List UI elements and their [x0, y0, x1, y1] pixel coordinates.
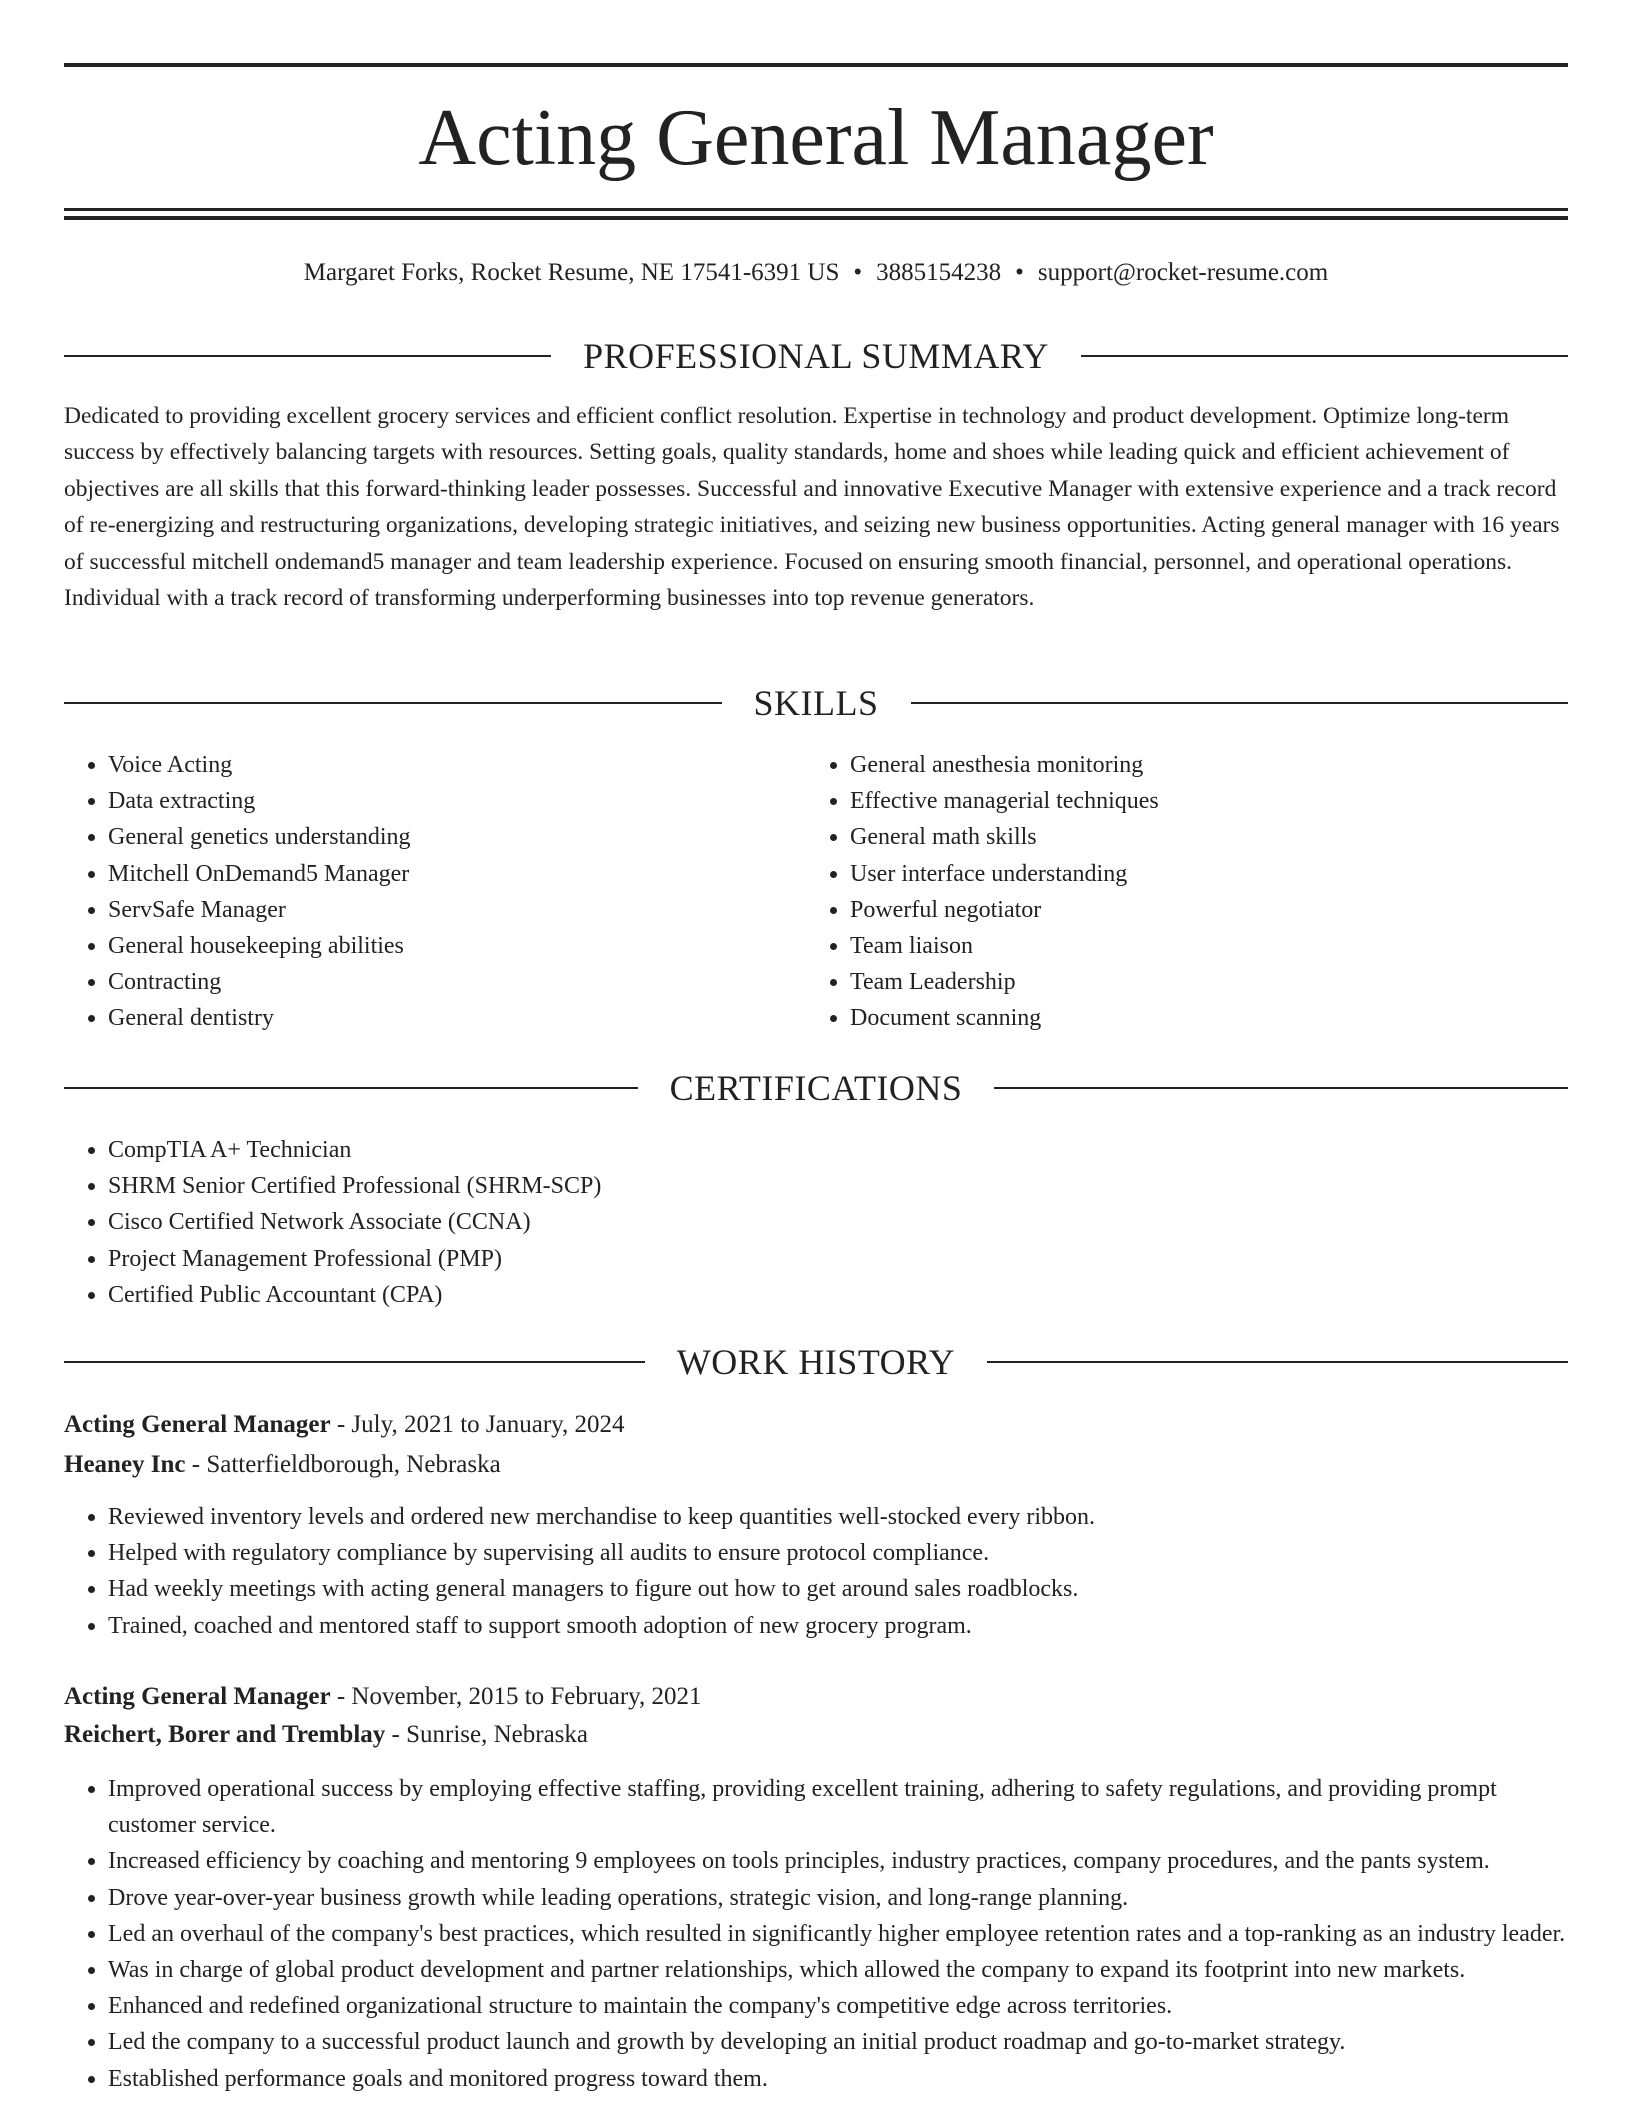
title-rule-upper [64, 208, 1568, 211]
skill-item: • Team Leadership [850, 964, 1568, 1000]
skill-item: • Document scanning [850, 1000, 1568, 1036]
heading-rule [911, 702, 1569, 704]
job-duty-item: • Improved operational success by employing effective staffing, providing excellent training, adhering to safety regulations, and providing prompt customer service. [108, 1771, 1568, 1843]
job-duty-item: • Had weekly meetings with acting general managers to figure out how to get around sales roadblocks. [108, 1571, 1568, 1607]
job-duty-item: • Enhanced and redefined organizational structure to maintain the company's competitive edge across territories. [108, 1988, 1568, 2024]
job-dates: - July, 2021 to January, 2024 [330, 1411, 625, 1438]
certification-item: • SHRM Senior Certified Professional (SHRM-SCP) [108, 1168, 1568, 1204]
job-title: Acting General Manager [64, 1411, 331, 1438]
skills-heading [64, 681, 1568, 725]
job-duty-item: • Was in charge of global product development and partner relationships, which allowed the company to expand its footprint into new markets. [108, 1952, 1568, 1988]
job-location: - Sunrise, Nebraska [385, 1721, 588, 1748]
job-duty-item: • Helped with regulatory compliance by supervising all audits to ensure protocol compliance. [108, 1535, 1568, 1571]
skills-heading-title: SKILLS [753, 683, 879, 723]
skill-item: • General anesthesia monitoring [850, 747, 1568, 783]
work-history-heading [64, 1340, 1568, 1384]
skill-item: • Contracting [108, 964, 804, 1000]
certifications-list [64, 1132, 1568, 1313]
job-duty-item: • Led the company to a successful product launch and growth by developing an initial product roadmap and go-to-market strategy. [108, 2024, 1568, 2060]
job-title-line [64, 1678, 1568, 1716]
heading-rule [64, 1087, 638, 1089]
skill-item: • General dentistry [108, 1000, 804, 1036]
job-location: - Satterfieldborough, Nebraska [185, 1451, 501, 1478]
heading-rule [1081, 355, 1568, 357]
skill-item: • ServSafe Manager [108, 892, 804, 928]
skills-list-left [64, 747, 804, 1037]
certification-item: • Project Management Professional (PMP) [108, 1241, 1568, 1277]
job-duty-item: • Increased efficiency by coaching and mentoring 9 employees on tools principles, industry practices, company procedures, and the pants system. [108, 1843, 1568, 1879]
job-duty-item: • Reviewed inventory levels and ordered new merchandise to keep quantities well-stocked every ribbon. [108, 1499, 1568, 1535]
job-title: Acting General Manager [64, 1683, 331, 1710]
skill-item: • General math skills [850, 819, 1568, 855]
job-duties [64, 1499, 1568, 1644]
job-duties-list [64, 1499, 1568, 1644]
job-company: Reichert, Borer and Tremblay [64, 1721, 386, 1748]
heading-rule [64, 702, 722, 704]
job-duty-item: • Trained, coached and mentored staff to support smooth adoption of new grocery program. [108, 1608, 1568, 1644]
contact-separator: • [1015, 259, 1024, 286]
job-duties [64, 1771, 1568, 2097]
heading-rule [64, 1361, 645, 1363]
heading-rule [994, 1087, 1568, 1089]
summary-text: Dedicated to providing excellent grocery services and efficient conflict resolution. Expertise in technology and product development. Optimize long-term success by effectively balancing targets with resources. Setting goals, quality standards, home and shoes while leading quick and efficient achievement of objectives are all skills that this forward-thinking leader possesses. Successful and innovative Executive Manager with extensive experience and a track record of re-energizing and restructuring organizations, developing strategic initiatives, and seizing new business opportunities. Acting general manager with 16 years of successful mitchell ondemand5 manager and team leadership experience. Focused on ensuring smooth financial, personnel, and operational operations. Individual with a track record of transforming underperforming businesses into top revenue generators. [64, 403, 1560, 612]
skill-item: • Team liaison [850, 928, 1568, 964]
certification-item: • CompTIA A+ Technician [108, 1132, 1568, 1168]
certifications-block [64, 1132, 1568, 1313]
skill-item: • Effective managerial techniques [850, 783, 1568, 819]
contact-phone: 3885154238 [876, 259, 1002, 286]
skills-list-right [806, 747, 1568, 1037]
skill-item: • User interface understanding [850, 856, 1568, 892]
top-rule [64, 63, 1568, 67]
certifications-heading [64, 1066, 1568, 1110]
resume-title: Acting General Manager [418, 94, 1214, 182]
work-history-heading-title: WORK HISTORY [676, 1342, 956, 1382]
job-duty-item: • Established performance goals and monitored progress toward them. [108, 2061, 1568, 2097]
job-company-line [64, 1446, 1568, 1484]
contact-address: Margaret Forks, Rocket Resume, NE 17541-6391 US [303, 259, 840, 286]
skill-item: • Data extracting [108, 783, 804, 819]
summary-heading-title: PROFESSIONAL SUMMARY [583, 336, 1049, 376]
certifications-heading-title: CERTIFICATIONS [669, 1068, 963, 1108]
certification-item: • Certified Public Accountant (CPA) [108, 1277, 1568, 1313]
certification-item: • Cisco Certified Network Associate (CCNA) [108, 1204, 1568, 1240]
skill-item: • General housekeeping abilities [108, 928, 804, 964]
job-company-line [64, 1716, 1568, 1754]
contact-separator: • [853, 259, 863, 286]
summary-heading [64, 334, 1568, 378]
skills-column-right [806, 747, 1568, 1037]
job-duties-list [64, 1771, 1568, 2097]
skill-item: • Mitchell OnDemand5 Manager [108, 856, 804, 892]
contact-email: support@rocket-resume.com [1037, 259, 1329, 286]
job-dates: - November, 2015 to February, 2021 [330, 1683, 702, 1710]
skill-item: • Powerful negotiator [850, 892, 1568, 928]
job-title-line [64, 1406, 1568, 1444]
job-duty-item: • Led an overhaul of the company's best practices, which resulted in significantly higher employee retention rates and a top-ranking as an industry leader. [108, 1916, 1568, 1952]
job-company: Heaney Inc [64, 1451, 186, 1478]
title-rule-lower [64, 216, 1568, 220]
skill-item: • General genetics understanding [108, 819, 804, 855]
skill-item: • Voice Acting [108, 747, 804, 783]
heading-rule [64, 355, 551, 357]
job-duty-item: • Drove year-over-year business growth while leading operations, strategic vision, and long-range planning. [108, 1880, 1568, 1916]
heading-rule [987, 1361, 1568, 1363]
contact-line [64, 255, 1568, 291]
skills-column-left [64, 747, 804, 1037]
